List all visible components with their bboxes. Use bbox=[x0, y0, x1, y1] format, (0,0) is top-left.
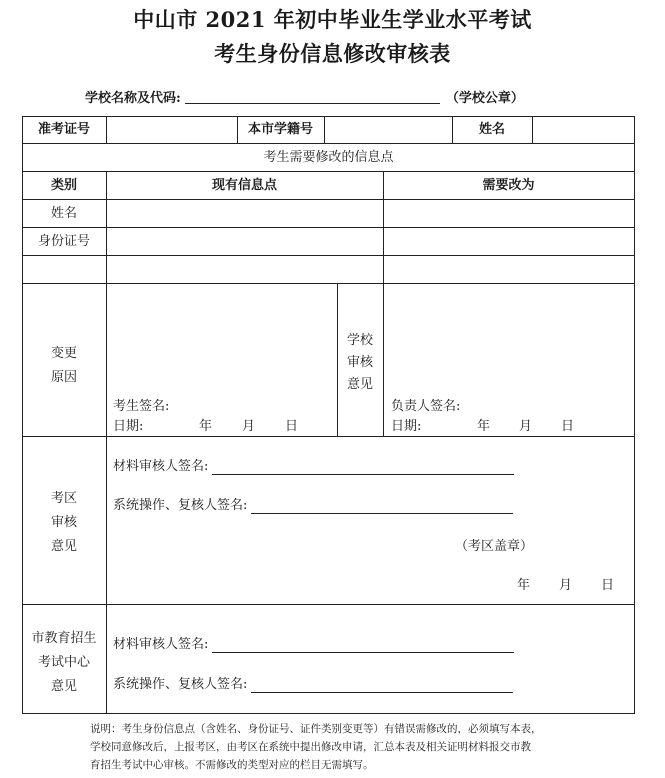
district-month: 月 bbox=[559, 578, 573, 593]
center-material-reviewer: 材料审核人签名: bbox=[113, 636, 514, 653]
district-material-sign-field[interactable] bbox=[212, 460, 514, 475]
rule bbox=[22, 143, 635, 144]
reason-text-area[interactable] bbox=[107, 284, 336, 394]
center-operator-sign-field[interactable] bbox=[251, 678, 513, 693]
school-day: 日 bbox=[561, 419, 575, 434]
rule bbox=[22, 713, 635, 714]
school-stamp-label: （学校公章） bbox=[445, 91, 524, 106]
school-year: 年 bbox=[477, 419, 491, 434]
current-id-field[interactable] bbox=[107, 228, 382, 254]
school-name-field[interactable] bbox=[185, 89, 440, 104]
head-signature-label: 负责人签名: bbox=[391, 399, 461, 414]
section-header: 考生需要修改的信息点 bbox=[263, 150, 394, 165]
category-id-number: 身份证号 bbox=[37, 234, 90, 249]
reason-year: 年 bbox=[199, 419, 213, 434]
form-title-line1: 中山市 2021 年初中毕业生学业水平考试 bbox=[133, 7, 532, 32]
new-id-field[interactable] bbox=[384, 228, 633, 254]
new-other-field[interactable] bbox=[384, 256, 633, 282]
reason-label: 变更 原因 bbox=[50, 346, 77, 385]
name-label: 姓名 bbox=[478, 122, 505, 137]
school-opinion-label: 学校 审核 意见 bbox=[346, 333, 373, 392]
school-name-label: 学校名称及代码: bbox=[85, 91, 181, 106]
district-opinion-label: 考区 审核 意见 bbox=[50, 491, 77, 554]
reason-date-label: 日期: bbox=[113, 419, 144, 434]
center-opinion-label: 市教育招生 考试中心 意见 bbox=[31, 631, 97, 694]
district-operator: 系统操作、复核人签名: bbox=[113, 497, 513, 514]
reason-month: 月 bbox=[242, 419, 256, 434]
reason-day: 日 bbox=[285, 419, 299, 434]
rule bbox=[22, 604, 635, 605]
rule bbox=[22, 171, 635, 172]
category-header: 类别 bbox=[50, 178, 77, 193]
school-name-row bbox=[85, 87, 524, 106]
exam-number-label: 准考证号 bbox=[37, 122, 90, 137]
district-year: 年 bbox=[517, 578, 531, 593]
current-other-field[interactable] bbox=[107, 256, 382, 282]
current-info-header: 现有信息点 bbox=[211, 178, 277, 193]
name-field[interactable] bbox=[533, 117, 633, 142]
change-to-header: 需要改为 bbox=[482, 178, 535, 193]
exam-number-field[interactable] bbox=[107, 117, 236, 142]
district-stamp-label: （考区盖章） bbox=[455, 539, 534, 554]
form-title-line2: 考生身份信息修改审核表 bbox=[214, 41, 451, 66]
center-material-sign-field[interactable] bbox=[212, 638, 514, 653]
current-name-field[interactable] bbox=[107, 200, 382, 226]
school-month: 月 bbox=[519, 419, 533, 434]
student-number-field[interactable] bbox=[325, 117, 451, 142]
school-opinion-area[interactable] bbox=[384, 284, 633, 394]
new-name-field[interactable] bbox=[384, 200, 633, 226]
school-date-label: 日期: bbox=[391, 419, 422, 434]
student-signature-label: 考生签名: bbox=[113, 399, 170, 414]
district-material-reviewer: 材料审核人签名: bbox=[113, 458, 514, 475]
district-day: 日 bbox=[601, 578, 615, 593]
student-number-label: 本市学籍号 bbox=[247, 122, 313, 137]
district-operator-sign-field[interactable] bbox=[251, 499, 513, 514]
rule bbox=[634, 116, 635, 713]
category-name: 姓名 bbox=[50, 206, 77, 221]
rule bbox=[22, 436, 635, 437]
center-operator: 系统操作、复核人签名: bbox=[113, 676, 513, 693]
form-note: 说明：考生身份信息点（含姓名、身份证号、证件类别变更等）有错误需修改的，必须填写本表， 学校同意修改后，上报考区，由考区在系统中提出修改申请，汇总本表及相关证明材料报交市教 育招生考试中心审核。不需修改的类型对应的栏目无需填写。 bbox=[90, 723, 542, 771]
